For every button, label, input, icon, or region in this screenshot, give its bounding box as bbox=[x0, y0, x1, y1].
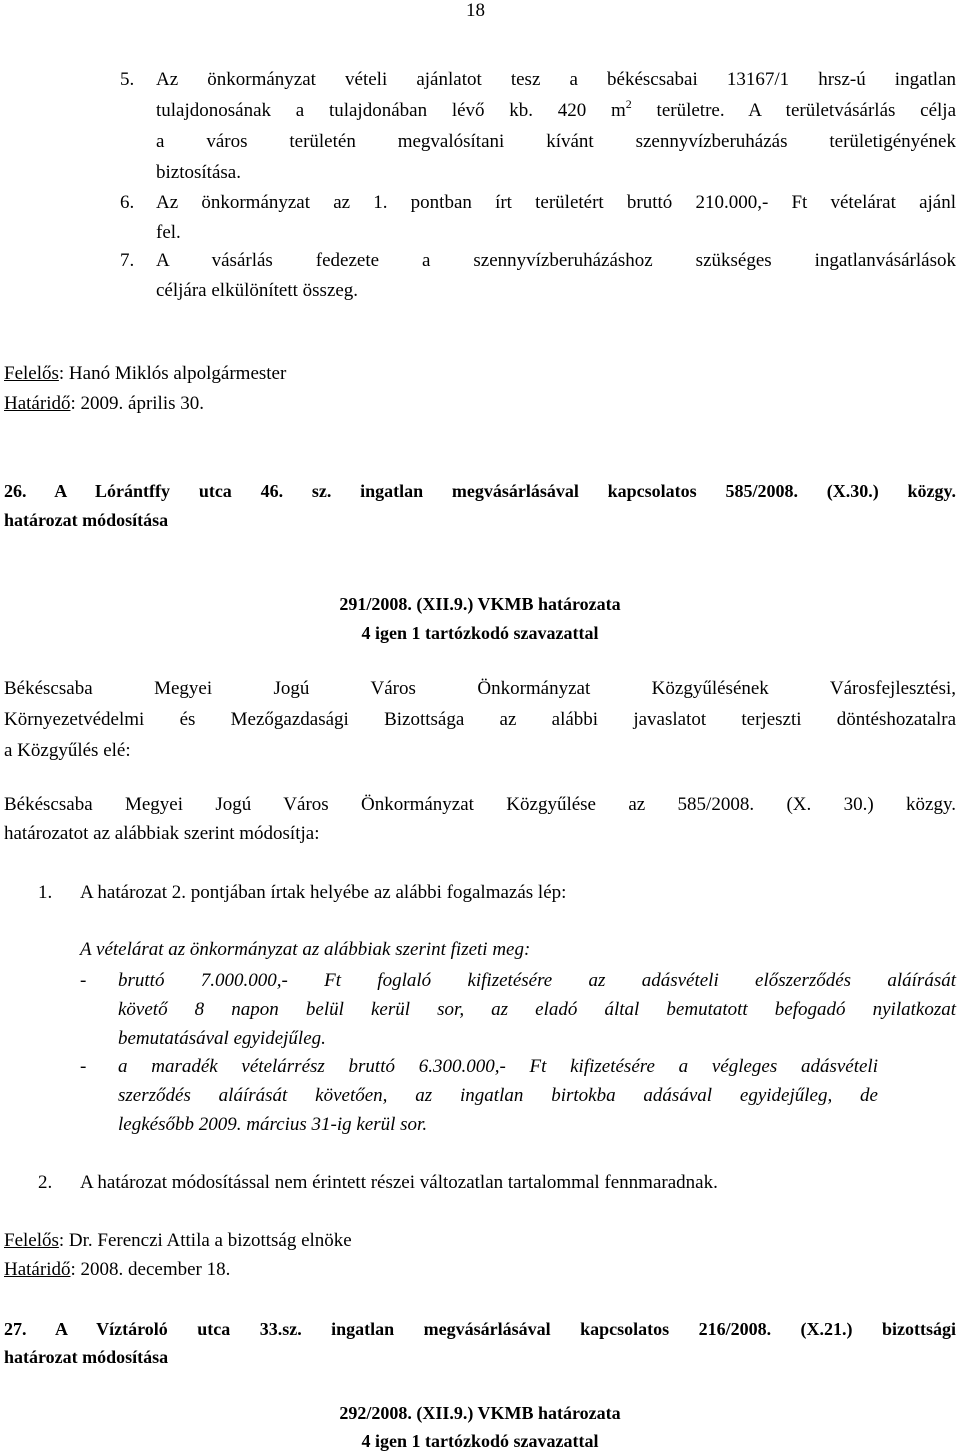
list-line: fel. bbox=[156, 222, 181, 243]
list-line: A vásárlás fedezete a szennyvízberuházáshoz szükséges ingatlanvásárlások bbox=[156, 250, 956, 271]
dash-bullet: - bbox=[80, 970, 87, 991]
list-number: 7. bbox=[120, 250, 135, 271]
list-line: biztosítása. bbox=[156, 162, 241, 183]
dash-line: szerződés aláírását követően, az ingatlan birtokba adásával egyidejűleg, de bbox=[118, 1085, 878, 1106]
list-line: Az önkormányzat az 1. pontban írt területért bruttó 210.000,- Ft vételárat ajánl bbox=[156, 192, 956, 213]
vote-result: 4 igen 1 tartózkodó szavazattal bbox=[361, 623, 599, 643]
superscript: 2 bbox=[625, 97, 632, 111]
dash-line: követő 8 napon belül kerül sor, az eladó által bemutatott befogadó nyilatkozat bbox=[118, 999, 956, 1020]
vote-result: 4 igen 1 tartózkodó szavazattal bbox=[361, 1431, 599, 1451]
paragraph-line: Környezetvédelmi és Mezőgazdasági Bizottsága az alábbi javaslatot terjeszti döntéshozatalra bbox=[4, 709, 956, 730]
resolution-title: 292/2008. (XII.9.) VKMB határozata bbox=[339, 1403, 621, 1423]
point-text: A határozat módosítással nem érintett részei változatlan tartalommal fennmaradnak. bbox=[80, 1172, 718, 1193]
dash-line: bemutatásával egyidejűleg. bbox=[118, 1028, 326, 1049]
paragraph-line: Békéscsaba Megyei Jogú Város Önkormányzat Közgyűlése az 585/2008. (X. 30.) közgy. bbox=[4, 794, 956, 815]
agenda-item-heading: 27. A Víztároló utca 33.sz. ingatlan megvásárlásával kapcsolatos 216/2008. (X.21.) bizottsági bbox=[4, 1319, 956, 1339]
responsible-line: Felelős: Hanó Miklós alpolgármester bbox=[4, 363, 287, 384]
dash-line: a maradék vételárrész bruttó 6.300.000,- Ft kifizetésére a végleges adásvételi bbox=[118, 1056, 878, 1077]
list-line: céljára elkülönített összeg. bbox=[156, 280, 359, 301]
point-number: 2. bbox=[38, 1172, 53, 1193]
dash-line: bruttó 7.000.000,- Ft foglaló kifizetésére az adásvételi előszerződés aláírását bbox=[118, 970, 956, 991]
deadline-line: Határidő: 2008. december 18. bbox=[4, 1259, 231, 1280]
point-number: 1. bbox=[38, 882, 53, 903]
paragraph-line: Békéscsaba Megyei Jogú Város Önkormányzat Közgyűlésének Városfejlesztési, bbox=[4, 678, 956, 699]
list-number: 6. bbox=[120, 192, 135, 213]
agenda-item-subheading: határozat módosítása bbox=[4, 1347, 169, 1367]
page-number: 18 bbox=[466, 0, 485, 21]
dash-bullet: - bbox=[80, 1056, 87, 1077]
list-number: 5. bbox=[120, 69, 135, 90]
list-line: a város területén megvalósítani kívánt szennyvízberuházás területigényének bbox=[156, 131, 956, 152]
list-line: tulajdonosának a tulajdonában lévő kb. 420 $m^2$ területre. A területvásárlás célja bbox=[156, 97, 957, 121]
list-line: Az önkormányzat vételi ajánlatot tesz a békéscsabai 13167/1 hrsz-ú ingatlan bbox=[156, 69, 956, 90]
resolution-title: 291/2008. (XII.9.) VKMB határozata bbox=[339, 594, 621, 614]
agenda-item-heading: 26. A Lórántffy utca 46. sz. ingatlan megvásárlásával kapcsolatos 585/2008. (X.30.) közgy. bbox=[4, 481, 956, 501]
paragraph-line: határozatot az alábbiak szerint módosítja: bbox=[4, 823, 320, 844]
responsible-line: Felelős: Dr. Ferenczi Attila a bizottság elnöke bbox=[4, 1230, 352, 1251]
paragraph-line: a Közgyűlés elé: bbox=[4, 740, 131, 761]
point-text: A határozat 2. pontjában írtak helyébe az alábbi fogalmazás lép: bbox=[80, 882, 567, 903]
dash-line: legkésőbb 2009. március 31-ig kerül sor. bbox=[118, 1114, 428, 1135]
italic-intro: A vételárat az önkormányzat az alábbiak szerint fizeti meg: bbox=[80, 939, 531, 960]
agenda-item-subheading: határozat módosítása bbox=[4, 510, 169, 530]
deadline-line: Határidő: 2009. április 30. bbox=[4, 393, 205, 414]
